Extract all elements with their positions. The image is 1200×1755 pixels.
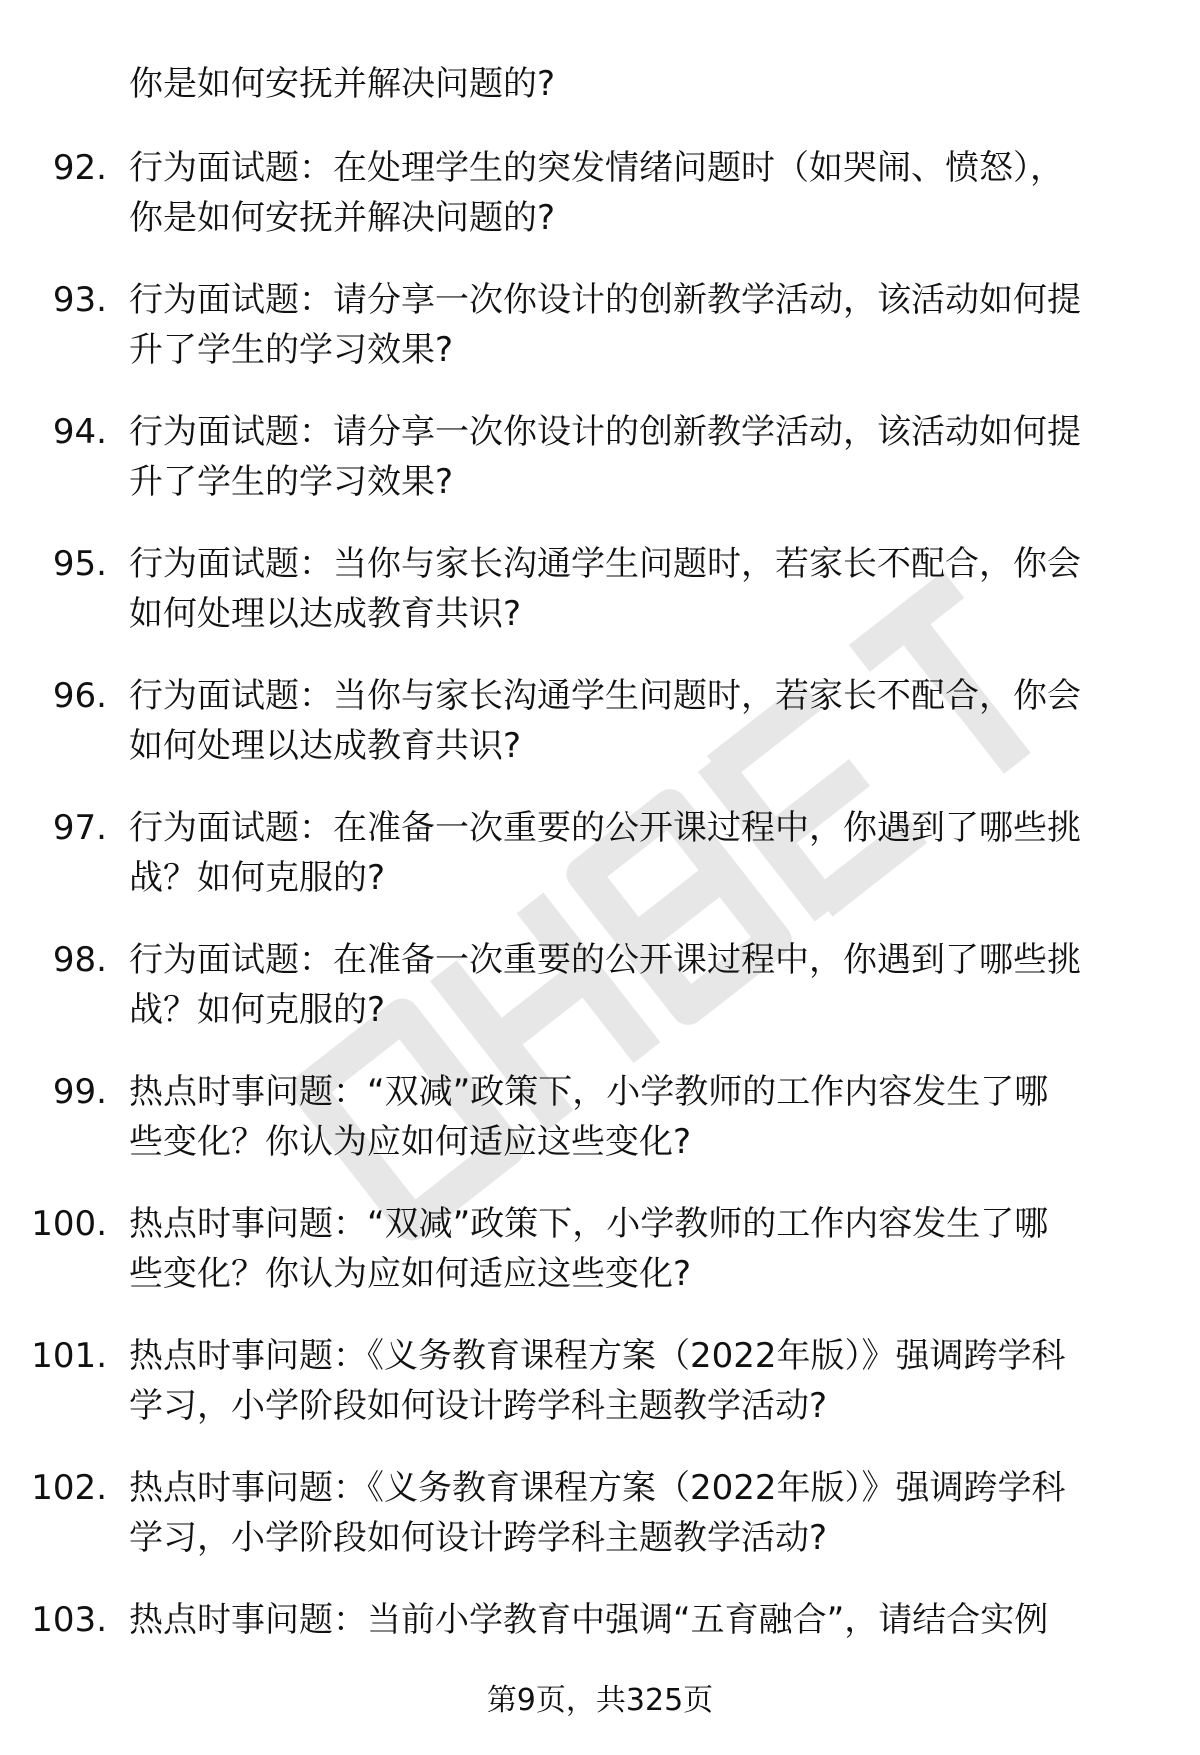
question-text-line: 行为面试题：在准备一次重要的公开课过程中，你遇到了哪些挑	[129, 940, 1081, 980]
question-text	[129, 1595, 1149, 1645]
question-text-line: 行为面试题：在准备一次重要的公开课过程中，你遇到了哪些挑	[129, 808, 1081, 848]
question-text-line: 如何处理以达成教育共识?	[129, 594, 522, 634]
question-list	[0, 143, 1200, 1727]
page-footer: 第9页，共325页	[486, 1683, 714, 1718]
question-text-line: 战？如何克服的?	[129, 990, 386, 1030]
question-text-line: 战？如何克服的?	[129, 858, 386, 898]
question-number: 98.	[52, 940, 107, 980]
question-text	[129, 935, 1149, 1035]
question-text-line: 热点时事问题：“双减”政策下，小学教师的工作内容发生了哪	[129, 1072, 1049, 1112]
question-text-line: 你是如何安抚并解决问题的?	[129, 198, 556, 238]
question-item	[0, 539, 1200, 671]
question-number: 101.	[31, 1336, 107, 1376]
question-number: 102.	[31, 1468, 107, 1508]
question-number: 95.	[52, 544, 107, 584]
question-item	[0, 1463, 1200, 1595]
question-item	[0, 803, 1200, 935]
question-text	[129, 539, 1149, 639]
question-number: 92.	[52, 148, 107, 188]
question-text-line: 如何处理以达成教育共识?	[129, 726, 522, 766]
question-text-line: 行为面试题：当你与家长沟通学生问题时，若家长不配合，你会	[129, 544, 1081, 584]
question-text-line: 些变化？你认为应如何适应这些变化?	[129, 1122, 692, 1162]
question-number: 94.	[52, 412, 107, 452]
question-text-line: 行为面试题：请分享一次你设计的创新教学活动，该活动如何提	[129, 280, 1081, 320]
question-text-line: 行为面试题：请分享一次你设计的创新教学活动，该活动如何提	[129, 412, 1081, 452]
question-number: 100.	[31, 1204, 107, 1244]
question-text	[129, 1331, 1149, 1431]
question-text-line: 行为面试题：当你与家长沟通学生问题时，若家长不配合，你会	[129, 676, 1081, 716]
question-text	[129, 143, 1149, 243]
question-text-line: 升了学生的学习效果?	[129, 330, 454, 370]
question-text-line: 热点时事问题：《义务教育课程方案（2022年版）》强调跨学科	[129, 1468, 1066, 1508]
question-text	[129, 803, 1149, 903]
question-number: 96.	[52, 676, 107, 716]
question-item	[0, 275, 1200, 407]
question-item	[0, 1199, 1200, 1331]
question-text-line: 学习，小学阶段如何设计跨学科主题教学活动?	[129, 1386, 828, 1426]
question-item	[0, 671, 1200, 803]
question-text-line: 热点时事问题：“双减”政策下，小学教师的工作内容发生了哪	[129, 1204, 1049, 1244]
question-text	[129, 275, 1149, 375]
question-text-line: 升了学生的学习效果?	[129, 462, 454, 502]
question-item	[0, 407, 1200, 539]
question-item	[0, 1331, 1200, 1463]
question-number: 103.	[31, 1600, 107, 1640]
continuation-line: 你是如何安抚并解决问题的?	[129, 64, 556, 104]
question-item	[0, 1067, 1200, 1199]
question-text-line: 热点时事问题：《义务教育课程方案（2022年版）》强调跨学科	[129, 1336, 1066, 1376]
question-text-line: 热点时事问题：当前小学教育中强调“五育融合”，请结合实例	[129, 1600, 1049, 1640]
question-item	[0, 935, 1200, 1067]
question-number: 93.	[52, 280, 107, 320]
question-number: 99.	[52, 1072, 107, 1112]
question-text-line: 些变化？你认为应如何适应这些变化?	[129, 1254, 692, 1294]
question-number: 97.	[52, 808, 107, 848]
question-text	[129, 1067, 1149, 1167]
question-text-line: 行为面试题：在处理学生的突发情绪问题时（如哭闹、愤怒），	[129, 148, 1064, 188]
question-item	[0, 143, 1200, 275]
question-text	[129, 1463, 1149, 1563]
question-text	[129, 671, 1149, 771]
question-text	[129, 407, 1149, 507]
question-text-line: 学习，小学阶段如何设计跨学科主题教学活动?	[129, 1518, 828, 1558]
question-text	[129, 1199, 1149, 1299]
